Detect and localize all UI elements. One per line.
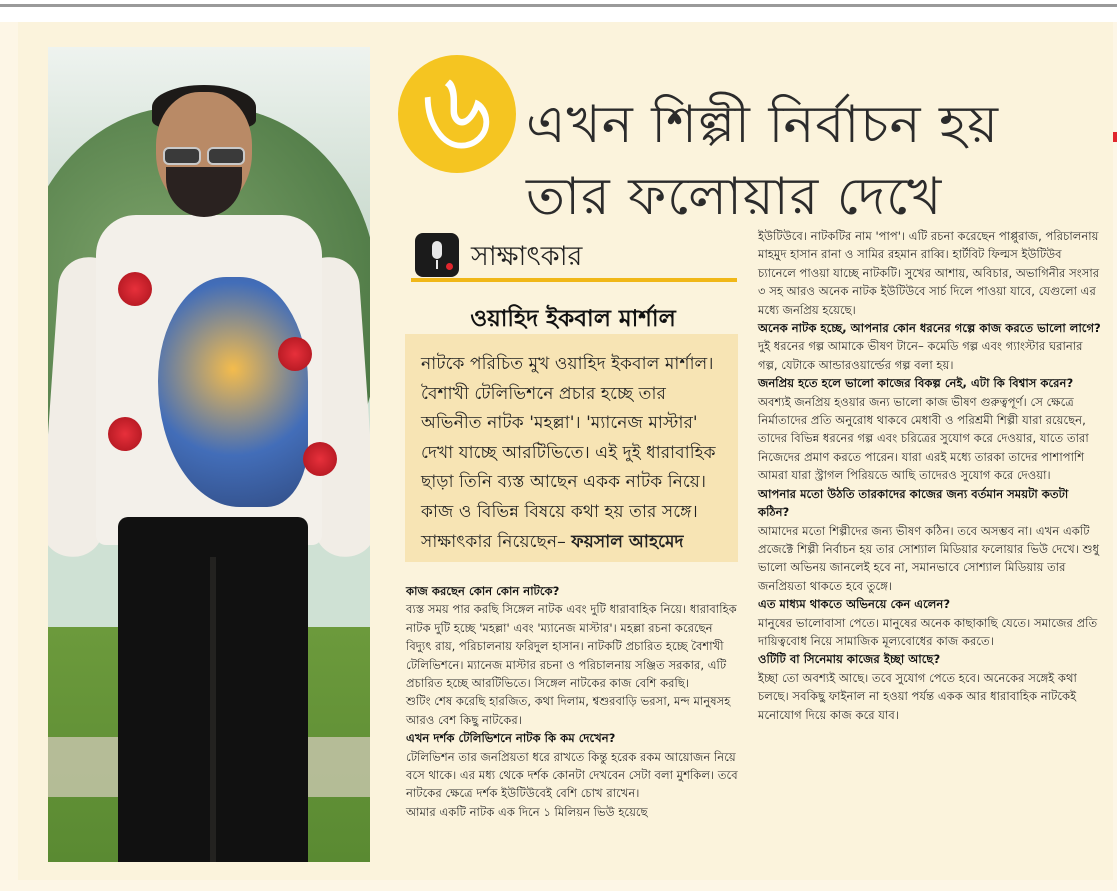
question: অনেক নাটক হচ্ছে, আপনার কোন ধরনের গল্পে কাজ করতে ভালো লাগে? bbox=[758, 321, 1101, 336]
headline-line-1: এখন শিল্পী নির্বাচন হয় bbox=[526, 95, 999, 155]
answer: আমাদের মতো শিল্পীদের জন্য ভীষণ কঠিন। তবে অসম্ভব না। এখন একটি প্রজেক্টে শিল্পী নির্বাচন হয় তার সোশ্যাল মিডিয়ার ফলোয়ার ভিউ দেখে। শুধু ভালো অভিনয় জানলেই হবে না, সমানভাবে সোশ্যাল মিডিয়ায় তার জনপ্রিয়তা থাকতে হবে তুঙ্গে। bbox=[758, 523, 1100, 593]
article-column-2 bbox=[758, 227, 1102, 724]
question: এখন দর্শক টেলিভিশনে নাটক কি কম দেখেন? bbox=[406, 731, 616, 746]
rose-print bbox=[278, 337, 312, 371]
question: কাজ করছেন কোন কোন নাটকে? bbox=[406, 584, 560, 598]
headline-numeral-badge bbox=[398, 47, 516, 175]
answer: ইউটিউবে। নাটকটির নাম 'পাপ'। এটি রচনা করেছেন পাপ্পুরাজ, পরিচালনায় মাহমুদ হাসান রানা ও সামির রহমান রাব্বি। হার্টবিট ফিল্মস ইউটিউব চ্যানেলে পাওয়া যাচ্ছে নাটকটি। সুখের আশায়, অবিচার, অভাগিনীর সংসার ৩ সহ আরও অনেক নাটক ইউটিউবে সার্চ দিলে পাওয়া যাবে, যেগুলো এর মধ্যে জনপ্রিয় হয়েছে। bbox=[758, 229, 1100, 317]
page-top-rule bbox=[0, 0, 1117, 22]
intro-text: নাটকে পরিচিত মুখ ওয়াহিদ ইকবাল মার্শাল। বৈশাখী টেলিভিশনে প্রচার হচ্ছে তার অভিনীত নাটক 'মহল্লা'। 'ম্যানেজ মাস্টার' দেখা যাচ্ছে আরটিভিতে। এই দুই ধারাবাহিক ছাড়া তিনি ব্যস্ত আছেন একক নাটক নিয়ে। কাজ ও বিভিন্ন বিষয়ে কথা হয় তার সঙ্গে। সাক্ষাৎকার নিয়েছেন– bbox=[421, 354, 716, 552]
microphone-icon bbox=[415, 233, 459, 277]
answer: দুই ধরনের গল্প আমাকে ভীষণ টানে– কমেডি গল্প এবং গ্যাংস্টার ঘরানার গল্প, যেটাকে আন্ডারওয়ার্ল্ডের গল্প বলা হয়। bbox=[758, 339, 1083, 372]
question: আপনার মতো উঠতি তারকাদের কাজের জন্য বর্তমান সময়টা কতটা কঠিন? bbox=[758, 486, 1069, 520]
intro-box bbox=[405, 334, 738, 562]
portrait-photo bbox=[48, 47, 370, 862]
answer: শুটিং শেষ করেছি হারজিত, কথা দিলাম, শ্বশুরবাড়ি ভরসা, মন্দ মানুষসহ আরও বেশ কিছু নাটকের। bbox=[406, 694, 731, 727]
black-trousers bbox=[118, 517, 308, 862]
answer: আমার একটি নাটক এক দিনে ১ মিলিয়ন ভিউ হয়েছে bbox=[406, 804, 648, 819]
rose-print bbox=[303, 442, 337, 476]
answer: মানুষের ভালোবাসা পেতে। মানুষের অনেক কাছাকাছি যেতে। সমাজের প্রতি দায়িত্ববোধ নিয়ে সামাজিক মূল্যবোধের কাজ করতে। bbox=[758, 615, 1098, 648]
answer: ব্যস্ত সময় পার করছি সিঙ্গেল নাটক এবং দুটি ধারাবাহিক নিয়ে। ধারাবাহিক নাটক দুটি হচ্ছে 'মহল্লা' এবং 'ম্যানেজ মাস্টার'। মহল্লা রচনা করেছেন বিদ্যুৎ রায়, পরিচালনায় ফরিদুল হাসান। নাটকটি প্রচারিত হচ্ছে বৈশাখী টেলিভিশনে। ম্যানেজ মাস্টার রচনা ও পরিচালনায় সঞ্জিত সরকার, এটি প্রচারিত হচ্ছে আরটিভিতে। সিঙ্গেল নাটকের কাজ বেশি করছি। bbox=[406, 602, 737, 691]
headline-line-2: তার ফলোয়ার দেখে bbox=[526, 167, 943, 227]
answer: ইচ্ছা তো অবশ্যই আছে। তবে সুযোগ পেতে হবে। অনেকের সঙ্গেই কথা চলছে। সবকিছু ফাইনাল না হওয়া পর্যন্ত একক আর ধারাবাহিক নাটকেই মনোযোগ দিয়ে কাজ করে যাব। bbox=[758, 670, 1077, 722]
rose-print bbox=[118, 272, 152, 306]
section-label: সাক্ষাৎকার bbox=[471, 241, 583, 272]
answer: অবশ্যই জনপ্রিয় হওয়ার জন্য ভালো কাজ ভীষণ গুরুত্বপূর্ণ। সে ক্ষেত্রে নির্মাতাদের প্রতি অনুরোধ থাকবে মেধাবী ও পরিশ্রমী শিল্পী যারা রয়েছেন, তাদের বিভিন্ন ধরনের গল্প এবং চরিত্রের সুযোগ করে দেওয়ার, যাতে তারা নিজেদের প্রমাণ করতে পারেন। যারা এরই মধ্যে তারকা তাদের পাশাপাশি আমরা যারা স্ট্রাগল পিরিয়ডে আছি তাদেরও সুযোগ করে দেওয়া। bbox=[758, 394, 1089, 483]
interviewee-name: ওয়াহিদ ইকবাল মার্শাল bbox=[470, 306, 676, 332]
question: ওটিটি বা সিনেমায় কাজের ইচ্ছা আছে? bbox=[758, 652, 941, 667]
article-column-1 bbox=[406, 582, 740, 821]
question: এত মাধ্যম থাকতে অভিনয়ে কেন এলেন? bbox=[758, 597, 951, 612]
intro-author: ফয়সাল আহমেদ bbox=[571, 531, 684, 552]
question: জনপ্রিয় হতে হলে ভালো কাজের বিকল্প নেই, এটা কি বিশ্বাস করেন? bbox=[758, 376, 1074, 391]
rose-print bbox=[108, 417, 142, 451]
section-underline bbox=[411, 278, 737, 282]
headline-numeral: ৬ bbox=[421, 47, 493, 175]
newspaper-page bbox=[18, 22, 1113, 880]
sunglasses bbox=[161, 147, 247, 167]
answer: টেলিভিশন তার জনপ্রিয়তা ধরে রাখতে কিন্তু হরেক রকম আয়োজন নিয়ে বসে থাকে। এর মধ্য থেকে দর্শক কোনটা দেখবেন সেটা বলা মুশকিল। তবে নাটকের ক্ষেত্রে দর্শক ইউটিউবেই বেশি চোখ রাখেন। bbox=[406, 749, 738, 801]
